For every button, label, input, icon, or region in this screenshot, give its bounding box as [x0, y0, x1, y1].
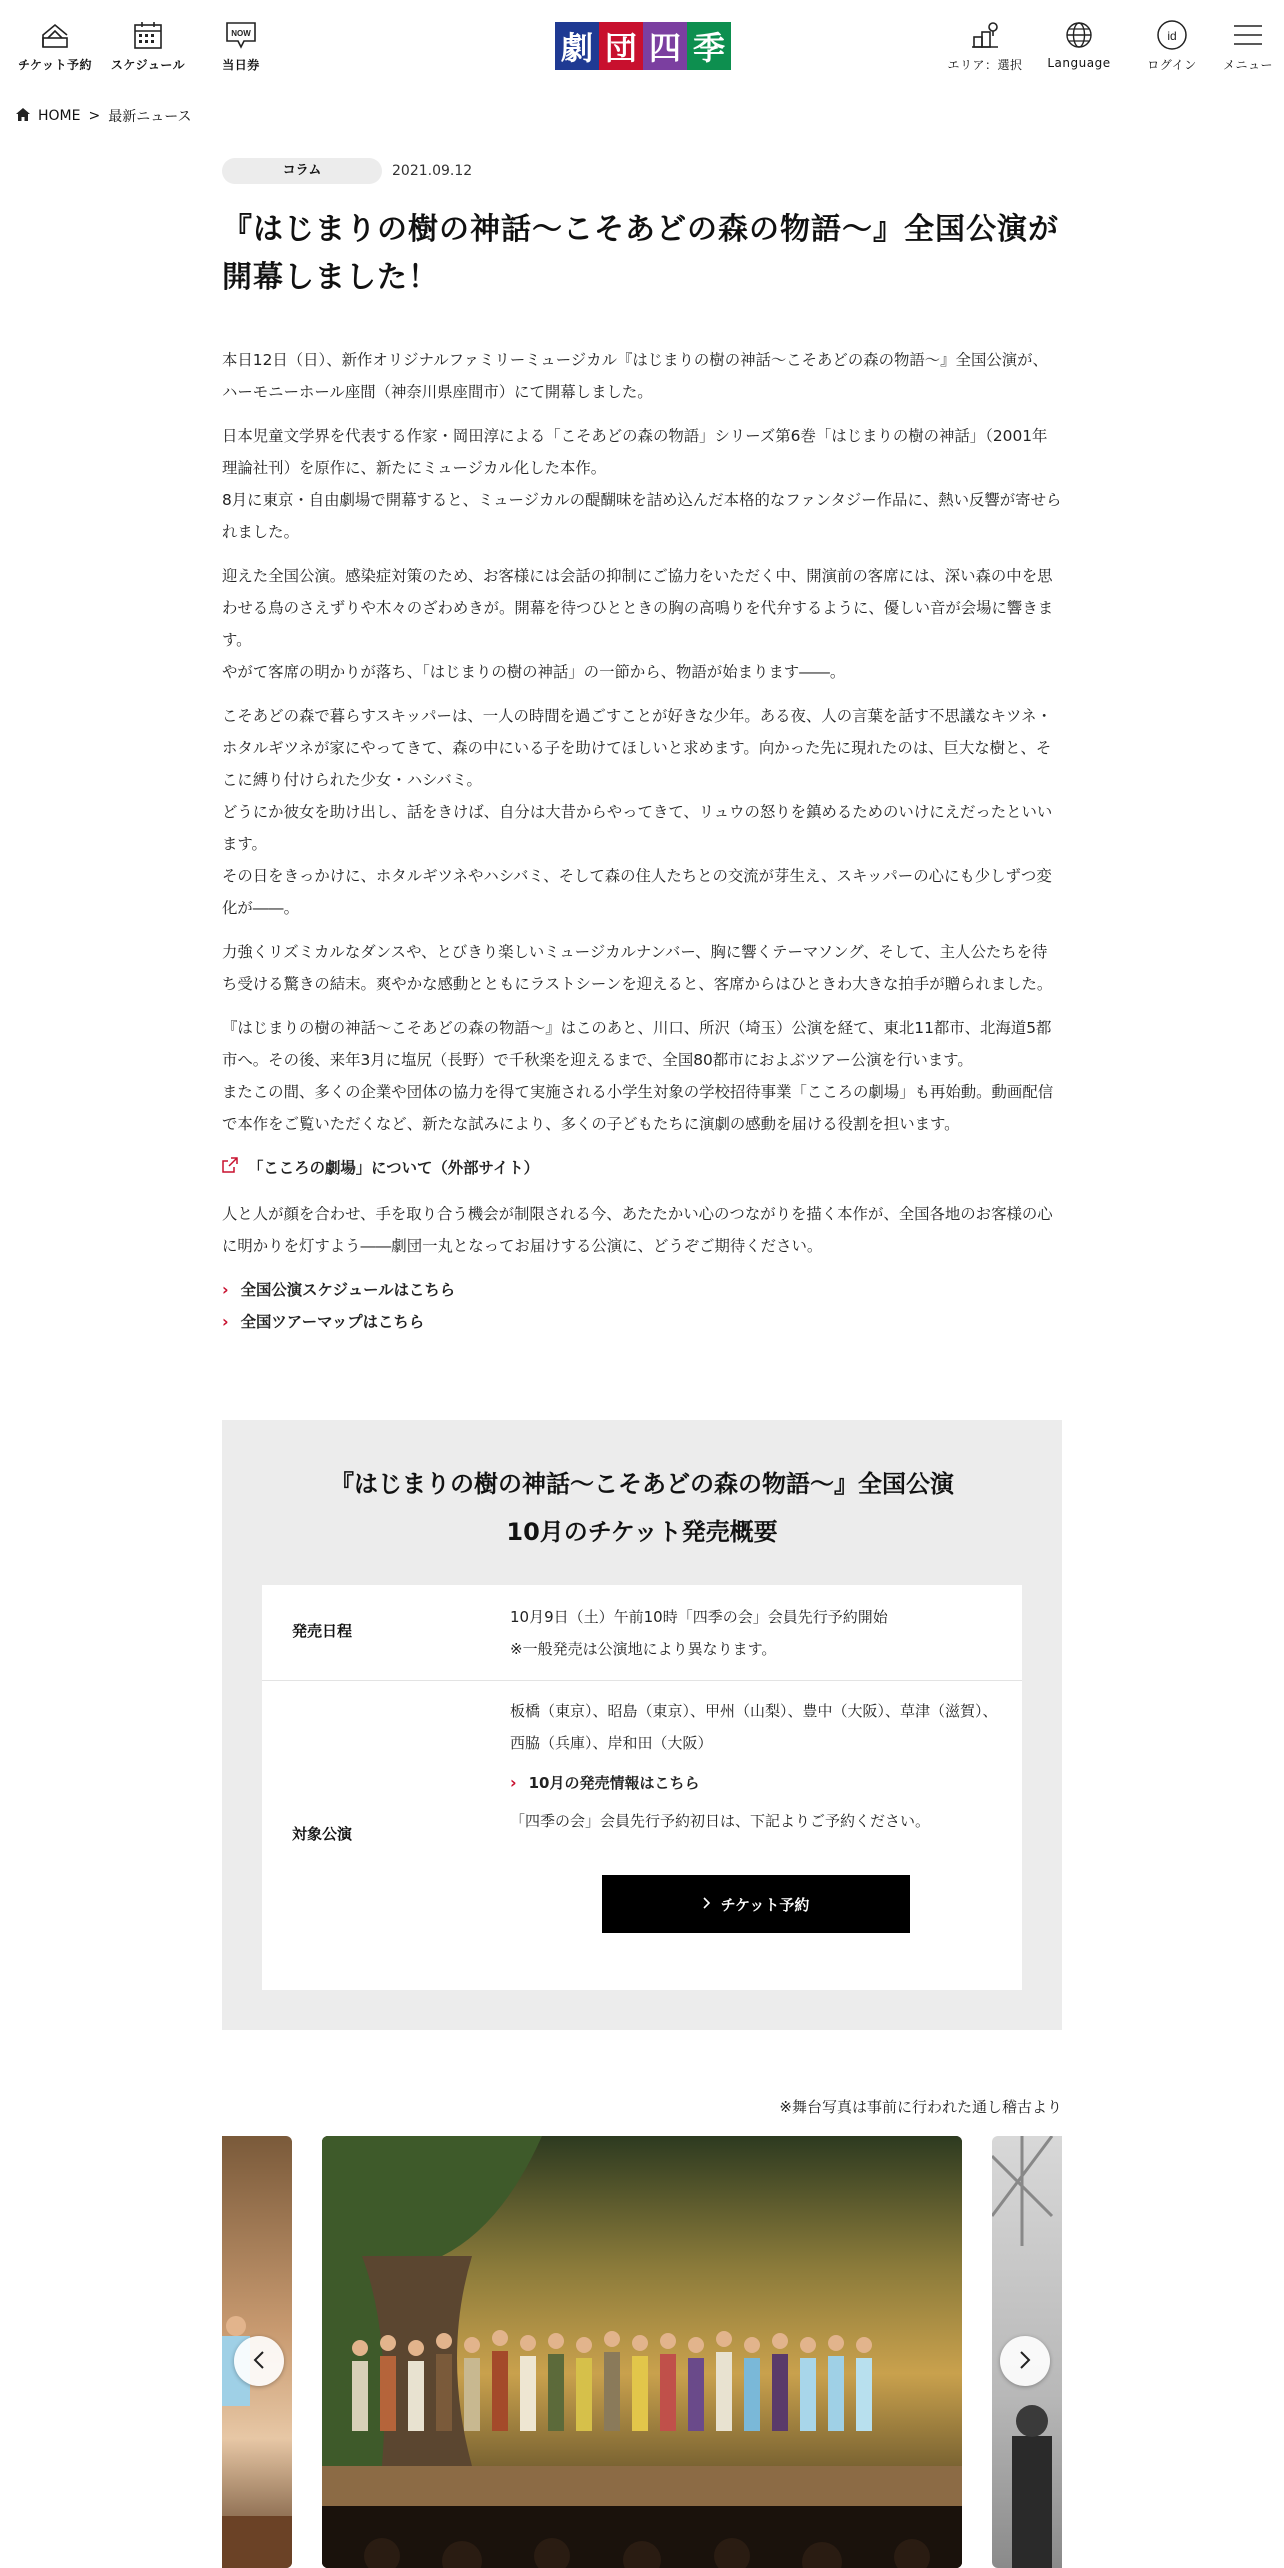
- site-logo[interactable]: [555, 22, 731, 70]
- nav-area-label: エリア：選択: [947, 58, 1023, 72]
- sale-note: ※一般発売は公演地により異なります。: [510, 1640, 777, 1658]
- home-icon[interactable]: [16, 108, 30, 125]
- row-value: [510, 1695, 1000, 1837]
- chevron-right-icon: ›: [510, 1773, 517, 1792]
- paragraph-text: その日をきっかけに、ホタルギツネやハシバミ、そして森の住人たちとの交流が芽生え、スキッパーの心にも少しずつ変化が――。: [222, 867, 1052, 917]
- nav-same-day-label: 当日券: [222, 58, 260, 72]
- paragraph-text: 『はじまりの樹の神話～こそあどの森の物語～』はこのあと、川口、所沢（埼玉）公演を経て、東北11都市、北海道5都市へ。その後、来年3月に塩尻（長野）で千秋楽を迎えるまで、全国80都市におよぶツアー公演を行います。: [222, 1019, 1052, 1069]
- menu-icon: [1228, 18, 1268, 52]
- schedule-link-label: 全国公演スケジュールはこちら: [240, 1281, 456, 1299]
- paragraph: [222, 700, 1062, 924]
- paragraph-text: 日本児童文学界を代表する作家・岡田淳による「こそあどの森の物語」シリーズ第6巻「はじまりの樹の神話」（2001年理論社刊）を原作に、新たにミュージカル化した本作。: [222, 427, 1048, 477]
- article: [222, 158, 1062, 1338]
- ticket-summary: [222, 1420, 1062, 2030]
- now-badge-text: NOW: [231, 29, 251, 38]
- carousel-slide-current[interactable]: [322, 2136, 962, 2568]
- logo-char: 季: [687, 22, 731, 70]
- paragraph-text: 本日12日（日）、新作オリジナルファミリーミュージカル『はじまりの樹の神話～こそあどの森の物語～』全国公演が、ハーモニーホール座間（神奈川県座間市）にて開幕しました。: [222, 351, 1048, 401]
- id-icon: [1152, 18, 1192, 52]
- id-badge-text: id: [1167, 29, 1177, 43]
- breadcrumb-separator: >: [88, 108, 101, 124]
- chevron-left-icon: [253, 2346, 265, 2376]
- paragraph: [222, 936, 1062, 1000]
- breadcrumb: [16, 106, 192, 126]
- carousel-next-button[interactable]: [1000, 2336, 1050, 2386]
- external-link[interactable]: [222, 1152, 1062, 1184]
- row-label: 発売日程: [292, 1622, 353, 1640]
- photo-carousel: [222, 2136, 1062, 2568]
- breadcrumb-home[interactable]: HOME: [38, 108, 81, 124]
- schedule-link[interactable]: [222, 1274, 1062, 1306]
- table-row: [262, 1585, 1022, 1681]
- now-badge-icon: [221, 18, 261, 52]
- chevron-right-icon: [703, 1895, 711, 1913]
- paragraph-text: やがて客席の明かりが落ち、「はじまりの樹の神話」の一節から、物語が始まります――。: [222, 663, 846, 681]
- paragraph: [222, 420, 1062, 548]
- photo-caption: ※舞台写真は事前に行われた通し稽古より: [779, 2098, 1062, 2116]
- presale-note: 「四季の会」会員先行予約初日は、下記よりご予約ください。: [510, 1812, 931, 1830]
- logo-char: 四: [643, 22, 687, 70]
- paragraph-text: 迎えた全国公演。感染症対策のため、お客様には会話の抑制にご協力をいただく中、開演前の客席には、深い森の中を思わせる鳥のさえずりや木々のざわめきが。開幕を待つひとときの胸の高鳴りを代弁するように、優しい音が会場に響きます。: [222, 567, 1054, 649]
- ticket-table: [262, 1585, 1022, 1990]
- site-header: [0, 0, 1284, 90]
- logo-char: 劇: [555, 22, 599, 70]
- row-label: 対象公演: [292, 1825, 353, 1843]
- paragraph: [222, 1198, 1062, 1262]
- paragraph-text: 人と人が顔を合わせ、手を取り合う機会が制限される今、あたたかい心のつながりを描く本作が、全国各地のお客様の心に明かりを灯すよう――劇団一丸となってお届けする公演に、どうぞご期待ください。: [222, 1205, 1053, 1255]
- breadcrumb-current[interactable]: 最新ニュース: [108, 109, 192, 125]
- logo-char: 団: [599, 22, 643, 70]
- target-cities: 板橋（東京）、昭島（東京）、甲州（山梨）、豊中（大阪）、草津（滋賀）、西脇（兵庫）、岸和田（大阪）: [510, 1702, 998, 1752]
- title-line: 『はじまりの樹の神話～こそあどの森の物語～』全国公演が: [222, 212, 1059, 247]
- ticket-reserve-button[interactable]: [602, 1875, 910, 1933]
- external-link-icon: [222, 1152, 238, 1184]
- sale-date: 10月9日（土）午前10時「四季の会」会員先行予約開始: [510, 1608, 888, 1626]
- article-body: [222, 344, 1062, 1338]
- article-date: 2021.09.12: [392, 163, 473, 179]
- paragraph-text: 8月に東京・自由劇場で開幕すると、ミュージカルの醍醐味を詰め込んだ本格的なファンタジー作品に、熱い反響が寄せられました。: [222, 491, 1062, 541]
- nav-menu[interactable]: [1203, 18, 1284, 73]
- nav-language-label: Language: [1047, 56, 1111, 70]
- title-line: 開幕しました！: [222, 260, 439, 295]
- article-meta: [222, 158, 1062, 184]
- ticket-icon: [35, 18, 75, 52]
- ticket-heading-line: 『はじまりの樹の神話～こそあどの森の物語～』全国公演: [330, 1470, 954, 1498]
- chevron-right-icon: ›: [222, 1312, 229, 1331]
- article-title: [222, 206, 1062, 302]
- paragraph-text: 力強くリズミカルなダンスや、とびきり楽しいミュージカルナンバー、胸に響くテーマソング、そして、主人公たちを待ち受ける驚きの結末。爽やかな感動とともにラストシーンを迎えると、客席からはひときわ大きな拍手が贈られました。: [222, 943, 1053, 993]
- tour-map-link-label: 全国ツアーマップはこちら: [240, 1313, 425, 1331]
- nav-ticket-label: チケット予約: [18, 58, 92, 72]
- october-info-link[interactable]: [510, 1767, 1000, 1799]
- paragraph-text: またこの間、多くの企業や団体の協力を得て実施される小学生対象の学校招待事業「こころの劇場」も再始動。動画配信で本作をご覧いただくなど、新たな試みにより、多くの子どもたちに演劇の感動を届ける役割を担います。: [222, 1083, 1054, 1133]
- external-link-label: 「こころの劇場」について（外部サイト）: [248, 1159, 540, 1177]
- chevron-right-icon: ›: [222, 1280, 229, 1299]
- ticket-reserve-label: チケット予約: [720, 1895, 810, 1914]
- nav-login-label: ログイン: [1147, 58, 1197, 72]
- nav-schedule-label: スケジュール: [110, 58, 186, 72]
- row-value: [510, 1601, 1000, 1665]
- nav-menu-label: メニュー: [1222, 58, 1273, 72]
- globe-icon: [1059, 18, 1099, 52]
- tour-map-link[interactable]: [222, 1306, 1062, 1338]
- area-icon: [965, 18, 1005, 52]
- paragraph-text: こそあどの森で暮らすスキッパーは、一人の時間を過ごすことが好きな少年。ある夜、人の言葉を話す不思議なキツネ・ホタルギツネが家にやってきて、森の中にいる子を助けてほしいと求めます。向かった先に現れたのは、巨大な樹と、そこに縛り付けられた少女・ハシバミ。: [222, 707, 1052, 789]
- calendar-icon: [128, 18, 168, 52]
- ticket-heading-line: 10月のチケット発売概要: [506, 1518, 778, 1546]
- paragraph: [222, 1012, 1062, 1140]
- paragraph: [222, 344, 1062, 408]
- category-badge[interactable]: コラム: [222, 158, 382, 184]
- october-info-label: 10月の発売情報はこちら: [528, 1774, 700, 1792]
- paragraph-text: どうにか彼女を助け出し、話をきけば、自分は大昔からやってきて、リュウの怒りを鎮めるためのいけにえだったといいます。: [222, 803, 1053, 853]
- chevron-right-icon: [1019, 2346, 1031, 2376]
- nav-same-day[interactable]: [186, 18, 296, 73]
- carousel-prev-button[interactable]: [234, 2336, 284, 2386]
- paragraph: [222, 560, 1062, 688]
- ticket-heading: [222, 1460, 1062, 1556]
